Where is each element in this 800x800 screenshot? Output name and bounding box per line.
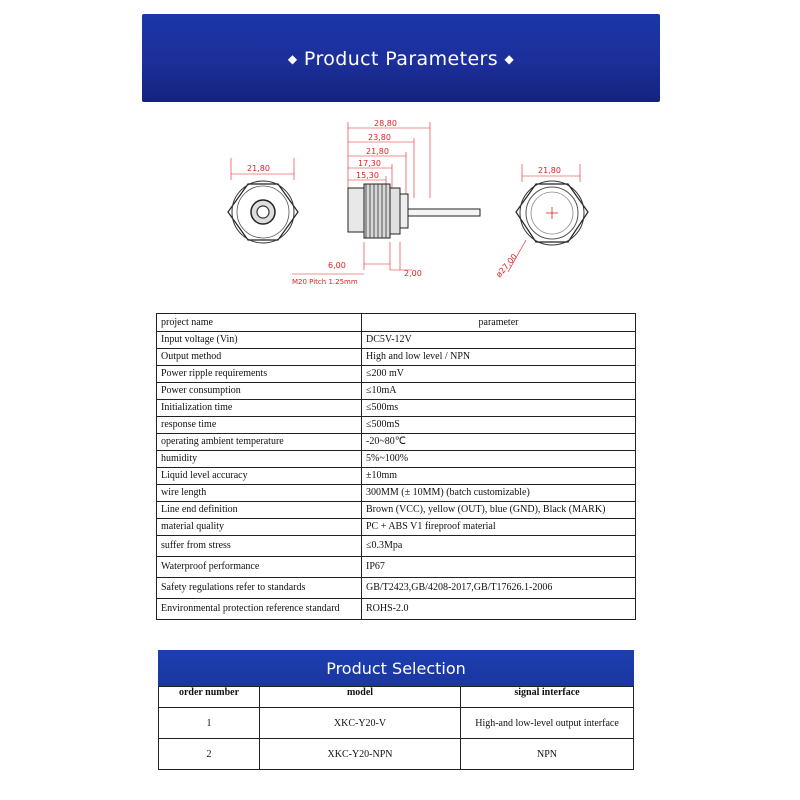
table-row — [157, 536, 636, 557]
table-row — [157, 578, 636, 599]
table-row — [157, 557, 636, 578]
header-project-name: project name — [157, 314, 362, 332]
param-name: Power consumption — [157, 383, 362, 400]
dim-23-80: 23,80 — [368, 133, 391, 142]
param-value: ±10mm — [362, 468, 636, 485]
param-value: ≤500mS — [362, 417, 636, 434]
diamond-left-icon: ◆ — [287, 52, 298, 66]
dim-17-30: 17,30 — [358, 159, 381, 168]
table-row — [157, 383, 636, 400]
header-signal-interface: signal interface — [461, 687, 634, 708]
param-name: Output method — [157, 349, 362, 366]
param-value: High and low level / NPN — [362, 349, 636, 366]
table-row — [157, 485, 636, 502]
param-name: Safety regulations refer to standards — [157, 578, 362, 599]
product-selection-table — [158, 686, 634, 770]
dim-28-80: 28,80 — [374, 119, 397, 128]
param-value: 5%~100% — [362, 451, 636, 468]
dim-6-00: 6,00 — [328, 261, 346, 270]
front-width-label: 21,80 — [247, 164, 270, 173]
signal-interface-cell: NPN — [461, 739, 634, 770]
back-view-drawing — [494, 164, 588, 279]
table-row — [157, 434, 636, 451]
side-view-drawing — [292, 119, 480, 286]
dim-21-80: 21,80 — [366, 147, 389, 156]
param-value: GB/T2423,GB/4208-2017,GB/T17626.1-2006 — [362, 578, 636, 599]
param-name: response time — [157, 417, 362, 434]
param-name: operating ambient temperature — [157, 434, 362, 451]
table-row — [157, 519, 636, 536]
header-parameter: parameter — [362, 314, 636, 332]
table-row — [157, 417, 636, 434]
banner-title-text: Product Parameters — [303, 48, 499, 70]
model-cell: XKC-Y20-V — [260, 708, 461, 739]
param-name: Environmental protection reference standard — [157, 599, 362, 620]
param-value: DC5V-12V — [362, 332, 636, 349]
param-name: suffer from stress — [157, 536, 362, 557]
param-value: ≤10mA — [362, 383, 636, 400]
back-width-label: 21,80 — [538, 166, 561, 175]
table-row — [157, 349, 636, 366]
param-name: humidity — [157, 451, 362, 468]
param-name: Power ripple requirements — [157, 366, 362, 383]
thread-label: M20 Pitch 1.25mm — [292, 278, 358, 286]
param-name: wire length — [157, 485, 362, 502]
header-model: model — [260, 687, 461, 708]
param-value: Brown (VCC), yellow (OUT), blue (GND), Black (MARK) — [362, 502, 636, 519]
header-order-number: order number — [159, 687, 260, 708]
technical-drawing — [142, 112, 660, 292]
order-number-cell: 2 — [159, 739, 260, 770]
drawing-svg — [142, 112, 660, 292]
table-row — [159, 708, 634, 739]
table-row — [157, 451, 636, 468]
selection-table-header — [159, 687, 634, 708]
param-value: IP67 — [362, 557, 636, 578]
order-number-cell: 1 — [159, 708, 260, 739]
dim-15-30: 15,30 — [356, 171, 379, 180]
product-selection-title: Product Selection — [158, 650, 634, 686]
table-row — [157, 332, 636, 349]
param-name: Waterproof performance — [157, 557, 362, 578]
param-value: ≤200 mV — [362, 366, 636, 383]
table-row — [157, 366, 636, 383]
param-value: 300MM (± 10MM) (batch customizable) — [362, 485, 636, 502]
dim-2-00: 2,00 — [404, 269, 422, 278]
param-name: Input voltage (Vin) — [157, 332, 362, 349]
model-cell: XKC-Y20-NPN — [260, 739, 461, 770]
signal-interface-cell: High-and low-level output interface — [461, 708, 634, 739]
param-name: material quality — [157, 519, 362, 536]
param-value: ≤500ms — [362, 400, 636, 417]
parameter-table-header — [157, 314, 636, 332]
table-row — [157, 502, 636, 519]
table-row — [157, 599, 636, 620]
table-row — [159, 739, 634, 770]
table-row — [157, 468, 636, 485]
parameter-table — [156, 313, 636, 620]
param-value: PC + ABS V1 fireproof material — [362, 519, 636, 536]
param-name: Line end definition — [157, 502, 362, 519]
param-value: ≤0.3Mpa — [362, 536, 636, 557]
product-parameters-banner — [142, 14, 660, 102]
diameter-label: ø27,00 — [494, 252, 520, 280]
param-value: ROHS-2.0 — [362, 599, 636, 620]
front-view-drawing — [228, 158, 298, 243]
param-value: -20~80℃ — [362, 434, 636, 451]
diamond-right-icon: ◆ — [504, 52, 515, 66]
table-row — [157, 400, 636, 417]
banner-title — [142, 48, 660, 70]
param-name: Liquid level accuracy — [157, 468, 362, 485]
param-name: Initialization time — [157, 400, 362, 417]
